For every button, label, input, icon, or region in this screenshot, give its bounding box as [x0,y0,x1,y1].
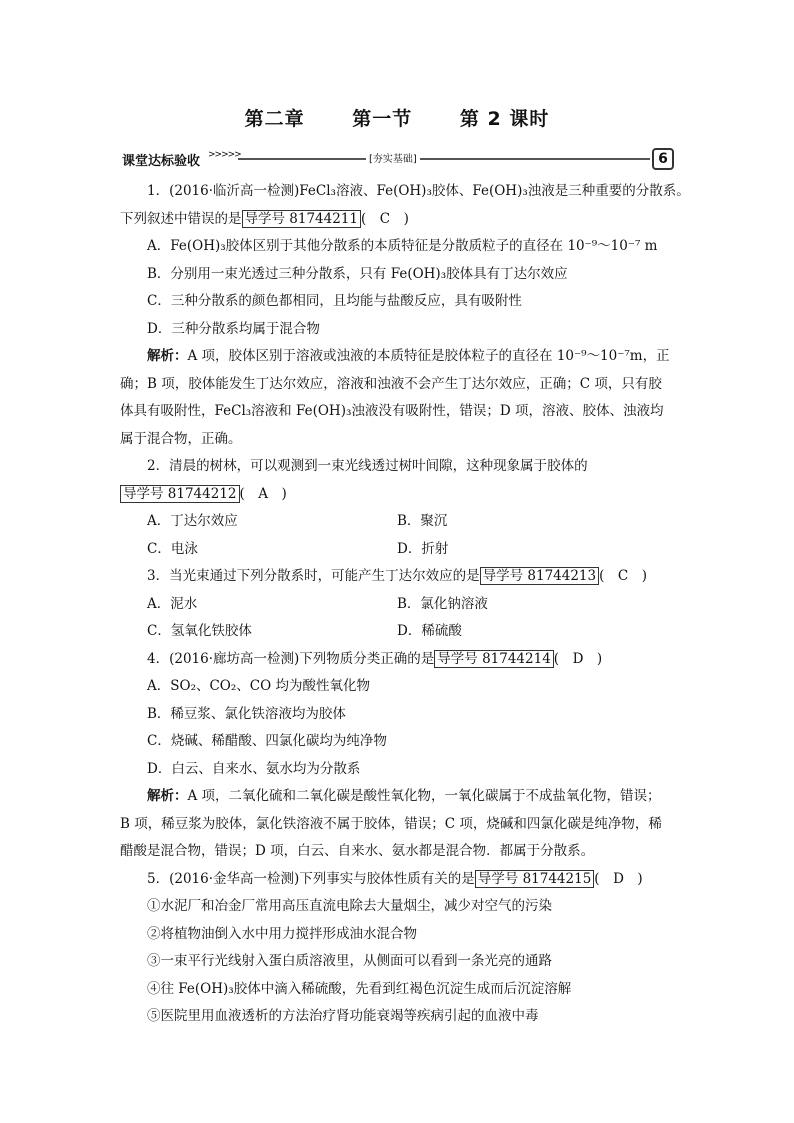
banner-label: 课堂达标验收 [122,154,201,169]
q1-option-b: B．分别用一束光透过三种分散系，只有 Fe(OH)₃胶体具有丁达尔效应 [147,265,568,282]
q3-option-d: D．稀硫酸 [397,623,462,639]
q2-options-row1 [120,508,676,536]
q2-answer: ( A ) [239,485,287,502]
q5-statement-3: ③一束平行光线射入蛋白质溶液里，从侧面可以看到一条光亮的通路 [147,953,552,969]
q2-option-c: C．电泳 [147,540,198,557]
q2-option-d: D．折射 [397,540,449,557]
q4-option-a: A．SO₂、CO₂、CO 均为酸性氧化物 [147,678,370,694]
q3-answer: ( C ) [599,568,647,584]
page-title [0,104,794,131]
q4-option-d: D．白云、自来水、氨水均为分散系 [147,760,361,777]
q4-option-b: B．稀豆浆、氯化铁溶液均为胶体 [147,705,346,722]
q2-code-box: 导学号 81744212 [120,485,240,503]
q5-stem-text: 5．(2016·金华高一检测)下列事实与胶体性质有关的是 [147,870,475,887]
q3-options-row2 [120,618,676,646]
q4-analysis-line3: 醋酸是混合物，错误；D 项，白云、自来水、氨水都是混合物．都属于分散系。 [120,843,595,859]
q4-answer: ( D ) [553,650,603,667]
q1-analysis-text1: A 项，胶体区别于溶液或浊液的本质特征是胶体粒子的直径在 10⁻⁹～10⁻⁷m，正 [187,348,670,364]
q3-option-b: B．氯化钠溶液 [397,595,488,612]
banner-divider [238,158,650,160]
q1-analysis-line1 [120,343,676,371]
section-banner [120,148,674,170]
q2-option-b: B．聚沉 [397,513,448,529]
q3-stem-text: 3．当光束通过下列分散系时，可能产生丁达尔效应的是 [147,568,480,584]
q5-statement-5: ⑤医院里用血液透析的方法治疗肾功能衰竭等疾病引起的血液中毒 [147,1008,539,1024]
q2-stem-line2 [120,481,676,509]
q1-analysis-line3: 体具有吸附性，FeCl₃溶液和 Fe(OH)₃浊液没有吸附性，错误；D 项，溶液、胶体、浊液均 [120,403,664,419]
q4-analysis-line2: B 项，稀豆浆为胶体，氯化铁溶液不属于胶体，错误；C 项，烧碱和四氯化碳是纯净物，稀 [120,815,662,832]
q5-statement-4: ④往 Fe(OH)₃胶体中滴入稀硫酸，先看到红褐色沉淀生成而后沉淀溶解 [147,980,572,997]
q4-code-box: 导学号 81744214 [434,650,554,668]
q4-analysis-line1 [120,783,676,811]
q1-analysis-line4: 属于混合物，正确。 [120,430,242,447]
banner-number-badge: 6 [652,148,674,170]
q4-stem [120,646,676,674]
q1-option-d: D．三种分散系均属于混合物 [147,320,320,337]
q5-code-box: 导学号 81744215 [475,870,595,888]
q1-analysis-label: 解析： [147,348,188,364]
q1-stem-line2 [120,206,676,234]
banner-tag: [夯实基础] [366,150,420,165]
q1-code-box: 导学号 81744211 [242,210,362,228]
question-list [120,178,690,1031]
q1-answer: ( C ) [361,210,409,227]
lesson-title: 第 2 课时 [459,108,550,130]
q3-options-row1 [120,591,676,619]
q1-option-c: C．三种分散系的颜色都相同，且均能与盐酸反应，具有吸附性 [147,293,522,309]
q3-option-a: A．泥水 [147,595,198,612]
chapter-title: 第二章 [244,108,305,130]
q3-code-box: 导学号 81744213 [480,567,600,585]
q1-stem-line1: 1．(2016·临沂高一检测)FeCl₃溶液、Fe(OH)₃胶体、Fe(OH)₃浊液是三种重要的分散系。 [147,183,690,199]
q5-stem [120,866,676,894]
q1-analysis-line2: 确；B 项，胶体能发生丁达尔效应，溶液和浊液不会产生丁达尔效应，正确；C 项，只有胶 [120,375,662,392]
q2-option-a: A．丁达尔效应 [147,513,238,529]
q4-option-c: C．烧碱、稀醋酸、四氯化碳均为纯净物 [147,733,387,749]
q5-answer: ( D ) [594,870,643,887]
q4-stem-text: 4．(2016·廊坊高一检测)下列物质分类正确的是 [147,650,435,667]
q4-analysis-text1: A 项，二氧化硫和二氧化碳是酸性氧化物，一氧化碳属于不成盐氧化物，错误； [187,788,661,804]
section-title: 第一节 [352,108,413,130]
q3-stem [120,563,676,591]
q4-analysis-label: 解析： [147,788,188,804]
q2-options-row2 [120,536,676,564]
q3-option-c: C．氢氧化铁胶体 [147,623,252,639]
q5-statement-1: ①水泥厂和冶金厂常用高压直流电除去大量烟尘，减少对空气的污染 [147,898,552,914]
q1-stem: 下列叙述中错误的是 [120,210,242,227]
q2-stem-line1: 2．清晨的树林，可以观测到一束光线透过树叶间隙，这种现象属于胶体的 [147,458,588,474]
banner-arrows: >>>>> [208,150,241,160]
q1-option-a: A．Fe(OH)₃胶体区别于其他分散系的本质特征是分散质粒子的直径在 10⁻⁹～10⁻⁷ m [147,238,658,254]
q5-statement-2: ②将植物油倒入水中用力搅拌形成油水混合物 [147,925,417,942]
